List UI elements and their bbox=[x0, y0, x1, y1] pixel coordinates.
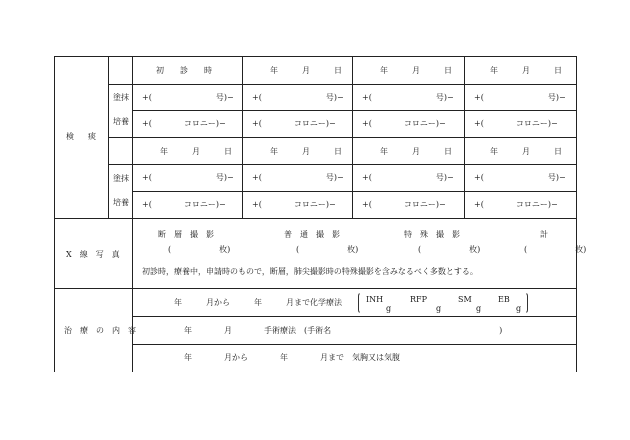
chemotherapy-period: 年 月から 年 月まで化学療法 bbox=[174, 298, 342, 307]
kentan-col-line bbox=[464, 56, 465, 218]
smear-cell: +( 号)− bbox=[252, 173, 344, 182]
drug-inh: INH bbox=[366, 295, 384, 304]
smear-cell: +( 号)− bbox=[474, 173, 566, 182]
date-header: 年 月 日 bbox=[380, 147, 452, 156]
smear-cell: +( 号)− bbox=[142, 93, 234, 102]
form-border-left bbox=[54, 56, 55, 372]
date-header: 年 月 日 bbox=[270, 66, 342, 75]
surgery-line: 年 月 手術療法 (手術名 ) bbox=[184, 326, 503, 335]
culture-cell: +( コロニー)− bbox=[252, 200, 336, 209]
culture-label: 培養 bbox=[113, 198, 129, 207]
kentan-label-char: 痰 bbox=[88, 132, 96, 141]
xray-header-tomography: 断 層 撮 影 bbox=[158, 230, 214, 239]
smear-cell: +( 号)− bbox=[142, 173, 234, 182]
kentan-row-line bbox=[132, 110, 576, 111]
xray-label: X 線 写 真 bbox=[66, 250, 120, 259]
culture-label: 培養 bbox=[113, 117, 129, 126]
kentan-row-line bbox=[108, 84, 576, 85]
drug-eb: EB bbox=[498, 295, 510, 304]
first-visit-header: 初 診 時 bbox=[156, 66, 212, 75]
smear-label: 塗抹 bbox=[113, 174, 129, 183]
treatment-label: 治 療 の 内 容 bbox=[64, 326, 136, 335]
culture-cell: +( コロニー)− bbox=[362, 200, 446, 209]
drug-unit: g bbox=[476, 304, 482, 313]
drug-unit: g bbox=[436, 304, 442, 313]
kentan-row-line bbox=[132, 191, 576, 192]
xray-header-special: 特 殊 撮 影 bbox=[404, 230, 460, 239]
xray-count-cell: ( 枚) bbox=[418, 245, 481, 254]
xray-note: 初診時，療養中，申請時のもので，断層，肺尖撮影時の特殊撮影を含みなるべく多数とする。 bbox=[142, 267, 478, 276]
drug-rfp: RFP bbox=[410, 295, 427, 304]
xray-count-cell: ( 枚) bbox=[296, 245, 359, 254]
drug-sm: SM bbox=[458, 295, 472, 304]
drug-unit: g bbox=[516, 304, 522, 313]
culture-cell: +( コロニー)− bbox=[474, 200, 558, 209]
date-header: 年 月 日 bbox=[490, 66, 562, 75]
culture-cell: +( コロニー)− bbox=[142, 200, 226, 209]
date-header: 年 月 日 bbox=[270, 147, 342, 156]
smear-cell: +( 号)− bbox=[474, 93, 566, 102]
kentan-col-line bbox=[108, 56, 109, 218]
kentan-label-char: 検 bbox=[66, 132, 74, 141]
kentan-row-line bbox=[108, 164, 576, 165]
smear-cell: +( 号)− bbox=[252, 93, 344, 102]
culture-cell: +( コロニー)− bbox=[474, 119, 558, 128]
culture-cell: +( コロニー)− bbox=[252, 119, 336, 128]
date-header: 年 月 日 bbox=[490, 147, 562, 156]
date-header: 年 月 日 bbox=[380, 66, 452, 75]
label-col-line bbox=[132, 218, 133, 372]
culture-cell: +( コロニー)− bbox=[362, 119, 446, 128]
kentan-col-line bbox=[132, 56, 133, 218]
xray-count-cell: ( 枚) bbox=[168, 245, 231, 254]
kentan-col-line bbox=[352, 56, 353, 218]
pneumothorax-line: 年 月から 年 月まで 気胸又は気腹 bbox=[184, 353, 400, 362]
date-header: 年 月 日 bbox=[160, 147, 232, 156]
drug-unit: g bbox=[386, 304, 392, 313]
treatment-row-line bbox=[132, 316, 576, 317]
smear-cell: +( 号)− bbox=[362, 173, 454, 182]
xray-header-plain: 普 通 撮 影 bbox=[284, 230, 340, 239]
form-border-right bbox=[576, 56, 577, 372]
culture-cell: +( コロニー)− bbox=[142, 119, 226, 128]
kentan-row-line bbox=[108, 137, 576, 138]
kentan-col-line bbox=[242, 56, 243, 218]
smear-cell: +( 号)− bbox=[362, 93, 454, 102]
xray-count-cell: ( 枚) bbox=[524, 245, 587, 254]
treatment-row-line bbox=[132, 344, 576, 345]
xray-header-total: 計 bbox=[540, 230, 548, 239]
smear-label: 塗抹 bbox=[113, 93, 129, 102]
